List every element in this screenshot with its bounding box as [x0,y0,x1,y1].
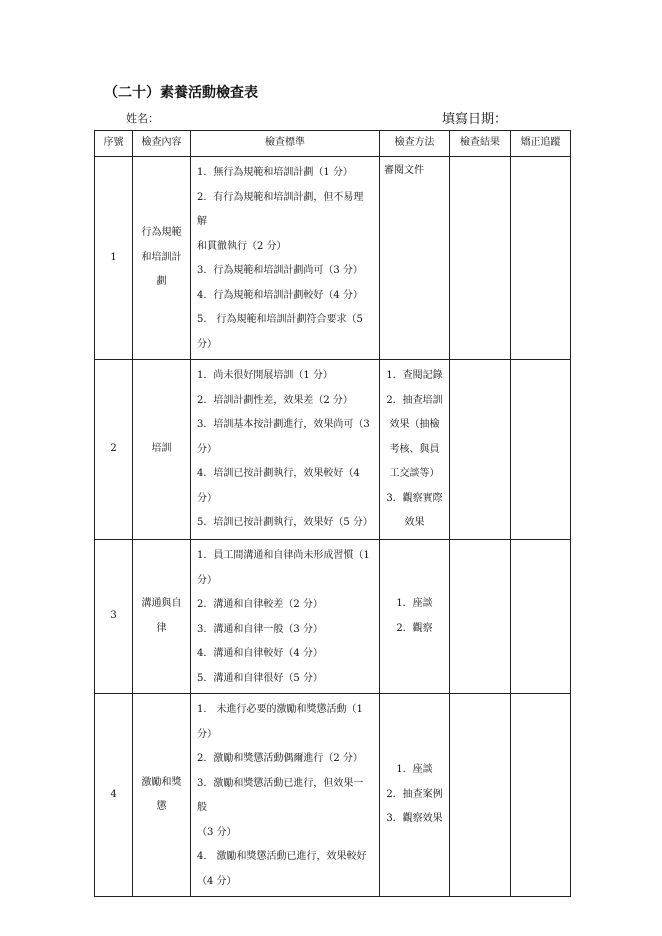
row-serial: 4 [95,694,133,897]
standard-line: 和貫徹執行（2 分） [197,240,287,252]
standard-line: （3 分） [197,826,237,838]
row-standard [191,540,380,694]
row-item: 激勵和獎懲 [133,694,191,897]
row-item: 行為規範和培訓計劃 [133,157,191,360]
standard-line: 5．培訓已按計劃執行，效果好（5 分） [197,517,373,528]
standard-line: 3．培訓基本按計劃進行，效果尚可（3 [197,419,370,430]
header-method: 檢查方法 [380,131,450,157]
standard-line: 1．員工間溝通和自律尚未形成習慣（1 [197,550,370,561]
standard-line: 5．溝通和自律很好（5 分） [197,672,323,684]
method-line: 2．觀察 [396,622,433,634]
method-line: 2．抽查培訓 [386,394,443,406]
row-method [380,360,450,540]
form-title: （二十）素養活動檢查表 [104,85,258,101]
header-standard: 檢查標準 [191,131,380,157]
standard-line: 3．激勵和獎懲活動已進行，但效果一般 [197,777,364,813]
standard-line: 1．尚未很好開展培訓（1 分） [197,370,333,381]
row-serial: 2 [95,360,133,540]
standard-line: 1．無行為規範和培訓計劃（1 分） [197,167,353,178]
row-method [380,694,450,897]
row-standard [191,360,380,540]
standard-line: 分） [197,338,217,350]
table-row [95,694,571,897]
row-item: 溝通與自律 [133,540,191,694]
standard-line: 1． 未進行必要的激勵和獎懲活動（1 [197,704,363,715]
method-line: 效果（抽檢 [389,419,440,430]
standard-line: 分） [197,728,217,740]
fill-date-label: 填寫日期： [442,112,508,127]
row-item: 培訓 [133,360,191,540]
method-line: 工交談等） [389,468,440,479]
row-tracking [511,360,571,540]
row-serial: 1 [95,157,133,360]
name-label: 姓名： [126,112,159,125]
row-tracking [511,540,571,694]
row-result [450,694,511,897]
standard-line: （4 分） [197,875,237,887]
row-serial: 3 [95,540,133,694]
header-serial: 序號 [95,131,133,157]
standard-line: 分） [197,492,217,504]
standard-line: 2．激勵和獎懲活動偶爾進行（2 分） [197,753,363,764]
method-line: 審閱文件 [384,165,424,176]
standard-line: 分） [197,574,217,586]
method-line: 3．觀察效果 [386,813,443,825]
standard-line: 2．有行為規範和培訓計劃，但不易理解 [197,191,364,227]
method-line: 效果 [404,517,425,528]
row-tracking [511,694,571,897]
header-tracking: 矯正追蹤 [511,131,571,157]
row-standard [191,694,380,897]
header-result: 檢查結果 [450,131,511,157]
header-row [95,131,571,157]
header-content: 檢查內容 [133,131,191,157]
standard-line: 5． 行為規範和培訓計劃符合要求（5 [197,314,363,325]
table-row [95,540,571,694]
standard-line: 4．培訓已按計劃執行，效果較好（4 [197,468,360,479]
row-result [450,157,511,360]
method-line: 2．抽查案例 [386,788,443,800]
method-line: 1．查閱記錄 [386,370,443,381]
row-method [380,157,450,360]
row-tracking [511,157,571,360]
row-result [450,360,511,540]
inspection-table [94,130,571,897]
standard-line: 2．培訓計劃性差，效果差（2 分） [197,394,353,406]
method-line: 1．座談 [396,764,433,776]
method-line: 考核、與員 [389,443,440,455]
standard-line: 4． 激勵和獎懲活動已進行，效果較好 [197,851,367,862]
table-row [95,360,571,540]
row-method [380,540,450,694]
standard-line: 4．行為規範和培訓計劃較好（4 分） [197,289,363,301]
table-row [95,157,571,360]
method-line: 1．座談 [396,598,433,609]
standard-line: 3．溝通和自律一般（3 分） [197,623,323,635]
standard-line: 2．溝通和自律較差（2 分） [197,599,323,610]
standard-line: 4．溝通和自律較好（4 分） [197,648,323,659]
row-standard [191,157,380,360]
row-result [450,540,511,694]
standard-line: 分） [197,443,217,455]
standard-line: 3．行為規範和培訓計劃尚可（3 分） [197,265,363,276]
method-line: 3．觀察實際 [386,492,443,504]
